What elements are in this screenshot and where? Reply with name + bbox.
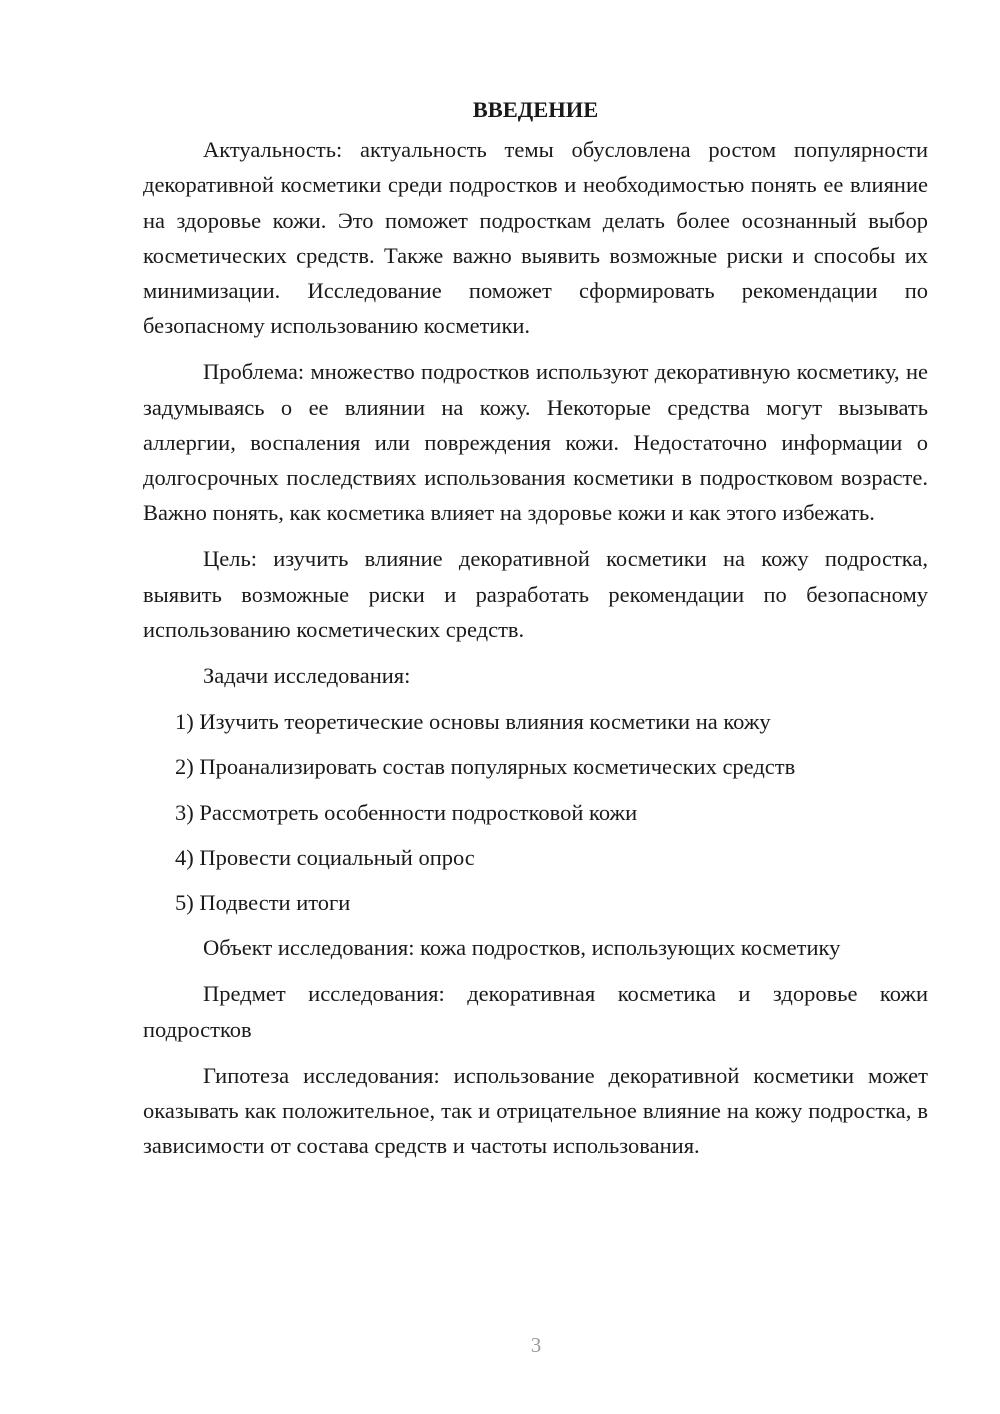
- goal-paragraph: Цель: изучить влияние декоративной косметики на кожу подростка, выявить возможные риски и разработать рекомендации по безопасному использованию косметических средств.: [143, 546, 928, 642]
- object-paragraph: Объект исследования: кожа подростков, использующих косметику: [203, 935, 841, 961]
- task-item: 5) Подвести итоги: [175, 890, 351, 916]
- task-item: 2) Проанализировать состав популярных косметических средств: [175, 754, 796, 780]
- page-content: [143, 92, 928, 1174]
- subject-paragraph: Предмет исследования: декоративная косметика и здоровье кожи подростков: [143, 981, 928, 1042]
- problem-paragraph: Проблема: множество подростков используют декоративную косметику, не задумываясь о ее влиянии на кожу. Некоторые средства могут вызывать аллергии, воспаления или повреждения кожи. Недостаточно информации о долгосрочных последствиях использования косметики в подростковом возрасте. Важно понять, как косметика влияет на здоровье кожи и как этого избежать.: [143, 359, 928, 526]
- task-item: 4) Провести социальный опрос: [175, 844, 475, 870]
- relevance-paragraph: Актуальность: актуальность темы обусловлена ростом популярности декоративной косметики среди подростков и необходимостью понять ее влияние на здоровье кожи. Это поможет подросткам делать более осознанный выбор косметических средств. Также важно выявить возможные риски и способы их минимизации. Исследование поможет сформировать рекомендации по безопасному использованию косметики.: [143, 137, 928, 339]
- hypothesis-paragraph: Гипотеза исследования: использование декоративной косметики может оказывать как положительное, так и отрицательное влияние на кожу подростка, в зависимости от состава средств и частоты использования.: [143, 1062, 928, 1159]
- tasks-intro: Задачи исследования:: [203, 663, 411, 689]
- task-list: [143, 704, 928, 920]
- page-number: 3: [530, 1333, 542, 1357]
- section-heading: ВВЕДЕНИЕ: [472, 97, 599, 122]
- task-item: 1) Изучить теоретические основы влияния косметики на кожу: [175, 709, 771, 735]
- task-item: 3) Рассмотреть особенности подростковой кожи: [175, 799, 638, 825]
